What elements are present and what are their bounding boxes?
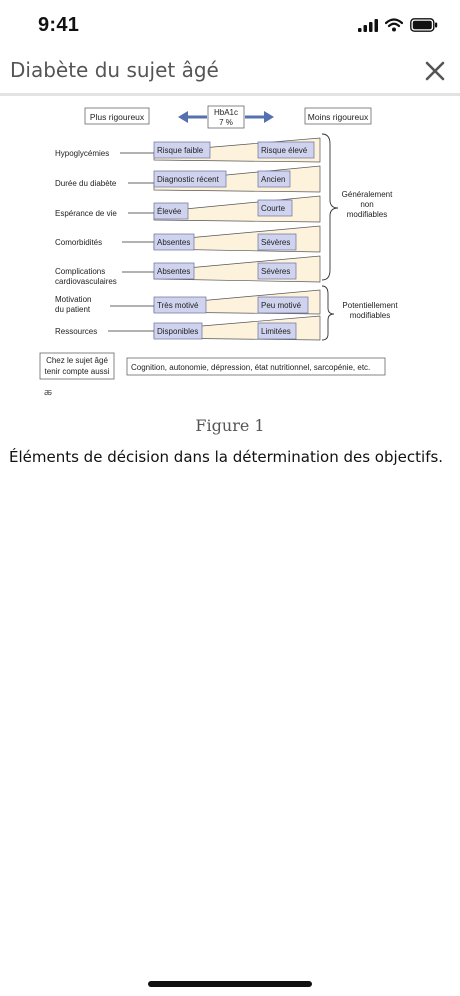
row-left-text: Très motivé	[157, 301, 199, 310]
cellular-signal-icon	[358, 19, 378, 32]
row-right-text: Courte	[261, 204, 286, 213]
row-label-cv-complications: Complications	[55, 267, 106, 276]
hba1c-label: HbA1c	[213, 108, 239, 117]
group-potential-line2: modifiables	[349, 311, 391, 320]
row-right-text: Risque élevé	[261, 146, 308, 155]
close-button[interactable]	[422, 58, 448, 84]
right-arrow-icon	[264, 111, 274, 123]
row-right-text: Peu motivé	[261, 301, 302, 310]
hba1c-value: 7 %	[219, 118, 233, 127]
close-icon	[422, 58, 448, 84]
row-label-duration: Durée du diabète	[55, 179, 117, 188]
left-arrow-icon	[178, 111, 188, 123]
row-left-text: Élevée	[157, 207, 182, 216]
group-potential-line1: Potentiellement	[342, 301, 398, 310]
status-bar	[0, 0, 460, 50]
decision-diagram	[30, 100, 430, 400]
publisher-logo-icon: ꬱ	[44, 387, 53, 397]
row-left-text: Disponibles	[157, 327, 199, 336]
row-label-resources: Ressources	[55, 327, 98, 336]
group-general-line2: non	[360, 200, 374, 209]
more-strict-label: Plus rigoureux	[89, 112, 145, 122]
row-right-text: Limitées	[261, 327, 291, 336]
figure-image	[30, 100, 430, 400]
row-label-life-expectancy: Espérance de vie	[55, 209, 117, 218]
group-general-line1: Généralement	[341, 190, 393, 199]
group-general-line3: modifiables	[346, 210, 388, 219]
status-icons	[358, 18, 438, 32]
row-label-cv-complications-line2: cardiovasculaires	[55, 277, 117, 286]
row-label-hypoglycemia: Hypoglycémies	[55, 149, 110, 158]
bracket-potential	[322, 286, 334, 340]
row-label-motivation: Motivation	[55, 295, 92, 304]
figure-caption: Figure 1	[195, 416, 265, 435]
nav-bar	[0, 52, 460, 92]
row-right-text: Sévères	[261, 267, 291, 276]
row-right-text: Sévères	[261, 238, 291, 247]
status-time: 9:41	[38, 14, 80, 36]
row-left-text: Absentes	[157, 267, 191, 276]
row-left-text: Diagnostic récent	[157, 175, 219, 184]
battery-icon	[410, 18, 438, 32]
wifi-icon	[385, 18, 403, 32]
row-left-text: Risque faible	[157, 146, 204, 155]
also-consider-line1: Chez le sujet âgé	[46, 356, 108, 365]
less-strict-label: Moins rigoureux	[307, 112, 369, 122]
row-left-text: Absentes	[157, 238, 191, 247]
row-right-text: Ancien	[261, 175, 286, 184]
nav-divider	[0, 93, 460, 96]
row-label-motivation-line2: du patient	[55, 305, 91, 314]
home-indicator[interactable]	[148, 981, 312, 987]
page-title: Diabète du sujet âgé	[10, 58, 219, 82]
bracket-general	[322, 134, 338, 280]
row-label-comorbidities: Comorbidités	[55, 238, 103, 247]
also-consider-line2: tenir compte aussi	[44, 367, 110, 376]
factors-text: Cognition, autonomie, dépression, état nutritionnel, sarcopénie, etc.	[131, 363, 371, 372]
figure-description: Éléments de décision dans la détermination des objectifs.	[9, 448, 444, 466]
